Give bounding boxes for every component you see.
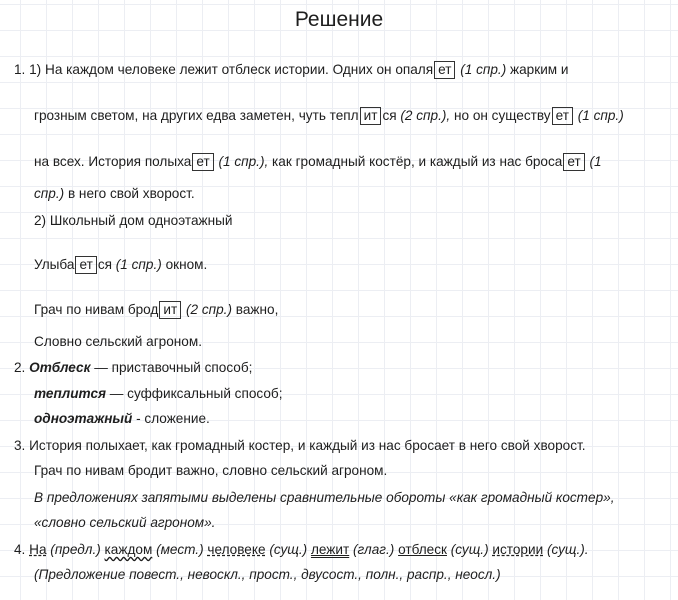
conjugation-note: спр.) bbox=[34, 186, 65, 201]
ending-box: ет bbox=[552, 107, 573, 125]
item1-line3 bbox=[34, 153, 602, 171]
item1-sub2-label: 2) bbox=[34, 213, 47, 228]
conjugation-note: (1 спр.) bbox=[460, 62, 507, 77]
text: Грач по нивам брод bbox=[34, 302, 159, 317]
pos-note: (сущ.). bbox=[546, 542, 589, 557]
text: На каждом человеке лежит отблеск истории. Одних он опаля bbox=[45, 62, 434, 77]
item1-line1 bbox=[14, 61, 569, 79]
parsed-word: каждом bbox=[104, 542, 153, 557]
analyzed-word: теплится bbox=[34, 386, 107, 401]
item2-line3 bbox=[34, 410, 210, 428]
item1-number: 1. bbox=[14, 62, 26, 77]
item1-sub1-label: 1) bbox=[29, 62, 42, 77]
item1-line4 bbox=[34, 185, 195, 203]
ending-box: ет bbox=[563, 153, 584, 171]
poem-line2 bbox=[34, 301, 278, 319]
conjugation-note: (1 спр.) bbox=[115, 257, 162, 272]
text: История полыхает, как громадный костер, и каждый из нас бросает в него свой хворост. bbox=[29, 438, 586, 453]
text: как громадный костёр, и каждый из нас броса bbox=[272, 154, 563, 169]
conjugation-note: (1 спр.), bbox=[218, 154, 269, 169]
ending-box: ет bbox=[192, 153, 213, 171]
parsed-word: истории bbox=[492, 542, 544, 557]
parsed-word: лежит bbox=[310, 542, 350, 557]
item4-number: 4. bbox=[14, 542, 26, 557]
ending-box: ит bbox=[360, 107, 382, 125]
item3-line2 bbox=[34, 462, 387, 480]
text: — суффиксальный способ; bbox=[106, 386, 283, 401]
text: важно, bbox=[235, 302, 279, 317]
text: на всех. История полыха bbox=[34, 154, 192, 169]
analyzed-word: одноэтажный bbox=[34, 411, 133, 426]
parsed-word: На bbox=[29, 542, 47, 557]
item3-line3 bbox=[34, 489, 614, 507]
conjugation-note: (2 спр.) bbox=[185, 302, 232, 317]
analyzed-word: Отблеск bbox=[29, 360, 91, 375]
item4-line2 bbox=[34, 566, 501, 584]
text: ся bbox=[382, 108, 397, 123]
text: окном. bbox=[165, 257, 208, 272]
parsed-word: отблеск bbox=[398, 542, 447, 557]
conjugation-note: (1 спр.) bbox=[577, 108, 624, 123]
text: - сложение. bbox=[132, 411, 210, 426]
ending-box: ет bbox=[434, 61, 455, 79]
conjugation-note: (1 bbox=[589, 154, 602, 169]
poem-line1 bbox=[34, 256, 207, 274]
poem-title: Школьный дом одноэтажный bbox=[49, 213, 233, 228]
text: жарким и bbox=[510, 62, 569, 77]
text: ся bbox=[97, 257, 112, 272]
text: грозным светом, на других едва заметен, чуть тепл bbox=[34, 108, 359, 123]
pos-note: (сущ.) bbox=[269, 542, 308, 557]
ending-box: ит bbox=[159, 301, 181, 319]
item1-line2 bbox=[34, 107, 624, 125]
item2-number: 2. bbox=[14, 360, 26, 375]
pos-note: (мест.) bbox=[156, 542, 204, 557]
poem-line3 bbox=[34, 333, 202, 351]
text: В предложениях запятыми выделены сравнительные обороты «как громадный костер», bbox=[34, 490, 615, 505]
pos-note: (сущ.) bbox=[450, 542, 489, 557]
text: «словно сельский агроном». bbox=[34, 515, 216, 530]
sentence-characteristics: (Предложение повест., невоскл., прост., двусост., полн., распр., неосл.) bbox=[34, 567, 501, 582]
item3-number: 3. bbox=[14, 438, 26, 453]
text: Словно сельский агроном. bbox=[34, 334, 202, 349]
text: Улыба bbox=[34, 257, 75, 272]
item4-line1 bbox=[14, 541, 589, 559]
conjugation-note: (2 спр.), bbox=[400, 108, 451, 123]
pos-note: (глаг.) bbox=[352, 542, 395, 557]
text: но он существу bbox=[453, 108, 551, 123]
ending-box: ет bbox=[75, 256, 96, 274]
text: в него свой хворост. bbox=[67, 186, 195, 201]
text: Грач по нивам бродит важно, словно сельский агроном. bbox=[34, 463, 388, 478]
parsed-word: человеке bbox=[207, 542, 266, 557]
item1-sub2 bbox=[34, 212, 232, 230]
item2-line2 bbox=[34, 385, 282, 403]
pos-note: (предл.) bbox=[50, 542, 101, 557]
text: — приставочный способ; bbox=[90, 360, 253, 375]
item3-line1 bbox=[14, 437, 585, 455]
page-title: Решение bbox=[294, 8, 384, 31]
item3-line4 bbox=[34, 514, 215, 532]
item2-line1 bbox=[14, 359, 252, 377]
